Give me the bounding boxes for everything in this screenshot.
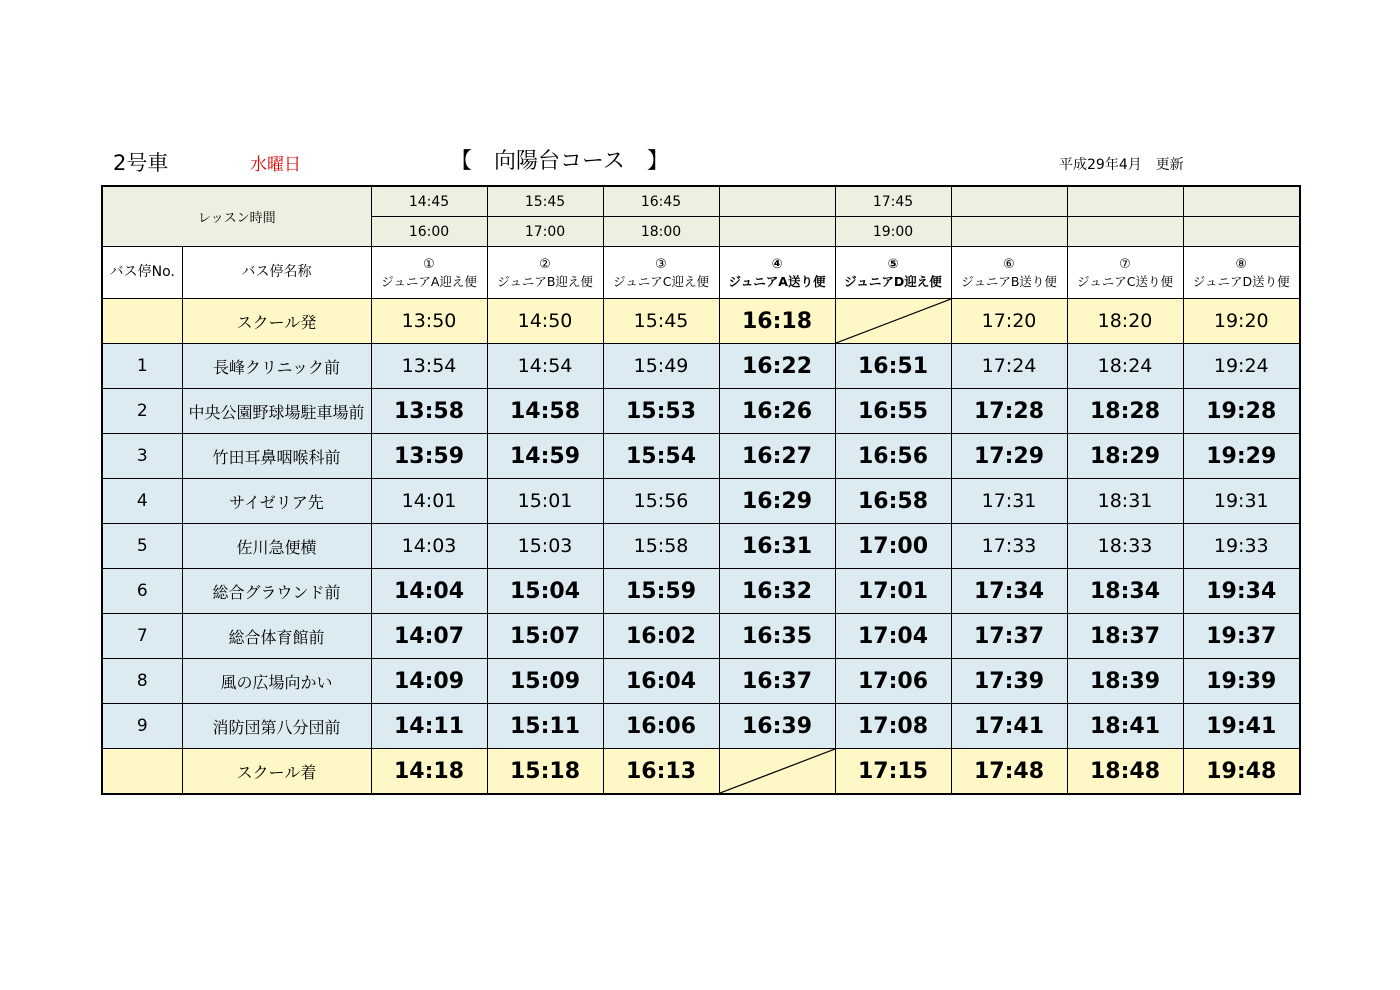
departure-time: 16:32 — [719, 569, 835, 614]
departure-time: 16:31 — [719, 524, 835, 569]
departure-time: 18:28 — [1067, 389, 1183, 434]
course-title: 【 向陽台コース 】 — [450, 149, 669, 174]
departure-time: 19:34 — [1183, 569, 1300, 614]
table-row — [102, 389, 1300, 434]
stop-number: 1 — [102, 344, 182, 389]
departure-time: 17:39 — [951, 659, 1067, 704]
departure-time: 14:04 — [371, 569, 487, 614]
stop-no-header: バス停No. — [102, 247, 182, 299]
departure-time: 17:37 — [951, 614, 1067, 659]
departure-time: 16:22 — [719, 344, 835, 389]
departure-time: 14:59 — [487, 434, 603, 479]
lesson-start-time — [1067, 186, 1183, 217]
departure-time: 15:09 — [487, 659, 603, 704]
departure-time: 16:51 — [835, 344, 951, 389]
lesson-start-time: 14:45 — [371, 186, 487, 217]
departure-time: 14:03 — [371, 524, 487, 569]
departure-time: 19:24 — [1183, 344, 1300, 389]
stop-number: 3 — [102, 434, 182, 479]
departure-time: 18:41 — [1067, 704, 1183, 749]
table-row — [102, 569, 1300, 614]
route-label: ジュニアD迎え便 — [844, 273, 942, 289]
route-header — [835, 247, 951, 299]
route-header — [1067, 247, 1183, 299]
route-number: ① — [423, 256, 435, 272]
lesson-end-time: 19:00 — [835, 217, 951, 247]
departure-time: 18:24 — [1067, 344, 1183, 389]
departure-time: 19:41 — [1183, 704, 1300, 749]
departure-time: 15:01 — [487, 479, 603, 524]
lesson-start-time: 17:45 — [835, 186, 951, 217]
lesson-end-time — [951, 217, 1067, 247]
departure-time: 14:07 — [371, 614, 487, 659]
departure-time: 16:04 — [603, 659, 719, 704]
departure-time: 16:55 — [835, 389, 951, 434]
route-number: ② — [539, 256, 551, 272]
lesson-end-time — [719, 217, 835, 247]
stop-name-header: バス停名称 — [182, 247, 371, 299]
departure-time: 17:01 — [835, 569, 951, 614]
stop-name: サイゼリア先 — [182, 479, 371, 524]
departure-time: 16:39 — [719, 704, 835, 749]
stop-name: 佐川急便横 — [182, 524, 371, 569]
departure-time: 18:20 — [1067, 299, 1183, 344]
departure-time: 14:18 — [371, 749, 487, 795]
departure-time: 17:33 — [951, 524, 1067, 569]
departure-time: 15:03 — [487, 524, 603, 569]
route-label: ジュニアC迎え便 — [613, 273, 709, 289]
departure-time: 14:01 — [371, 479, 487, 524]
departure-time: 18:34 — [1067, 569, 1183, 614]
route-header — [487, 247, 603, 299]
departure-time: 14:11 — [371, 704, 487, 749]
departure-time: 17:28 — [951, 389, 1067, 434]
timetable — [101, 185, 1301, 795]
route-number: ⑧ — [1235, 256, 1248, 272]
departure-time: 19:48 — [1183, 749, 1300, 795]
departure-time: 18:33 — [1067, 524, 1183, 569]
route-number: ④ — [771, 256, 783, 272]
departure-time: 15:54 — [603, 434, 719, 479]
stop-name: スクール発 — [182, 299, 371, 344]
departure-time: 15:59 — [603, 569, 719, 614]
departure-time: 16:26 — [719, 389, 835, 434]
route-label: ジュニアB迎え便 — [497, 273, 593, 289]
stop-number: 8 — [102, 659, 182, 704]
departure-time: 19:39 — [1183, 659, 1300, 704]
departure-time: 18:37 — [1067, 614, 1183, 659]
departure-time: 13:50 — [371, 299, 487, 344]
table-row — [102, 344, 1300, 389]
departure-time: 16:13 — [603, 749, 719, 795]
stop-name: 消防団第八分団前 — [182, 704, 371, 749]
departure-time: 15:04 — [487, 569, 603, 614]
lesson-start-time — [719, 186, 835, 217]
lesson-end-time: 17:00 — [487, 217, 603, 247]
departure-time: 16:37 — [719, 659, 835, 704]
route-header — [371, 247, 487, 299]
departure-time: 16:35 — [719, 614, 835, 659]
departure-time: 13:59 — [371, 434, 487, 479]
lesson-end-time — [1183, 217, 1300, 247]
departure-time: 19:37 — [1183, 614, 1300, 659]
weekday-label: 水曜日 — [250, 155, 301, 175]
departure-time: 19:20 — [1183, 299, 1300, 344]
route-header — [951, 247, 1067, 299]
departure-time: 16:27 — [719, 434, 835, 479]
table-row — [102, 704, 1300, 749]
no-service-cell — [835, 299, 951, 344]
departure-time: 17:31 — [951, 479, 1067, 524]
route-label: ジュニアD送り便 — [1192, 273, 1290, 289]
stop-number: 5 — [102, 524, 182, 569]
table-row — [102, 659, 1300, 704]
departure-time: 17:04 — [835, 614, 951, 659]
departure-time: 17:24 — [951, 344, 1067, 389]
departure-time: 15:49 — [603, 344, 719, 389]
departure-time: 17:06 — [835, 659, 951, 704]
lesson-end-time: 16:00 — [371, 217, 487, 247]
departure-time: 13:58 — [371, 389, 487, 434]
table-row — [102, 749, 1300, 795]
stop-name: 長峰クリニック前 — [182, 344, 371, 389]
departure-time: 16:06 — [603, 704, 719, 749]
departure-time: 15:18 — [487, 749, 603, 795]
departure-time: 13:54 — [371, 344, 487, 389]
departure-time: 14:58 — [487, 389, 603, 434]
departure-time: 15:53 — [603, 389, 719, 434]
table-row — [102, 434, 1300, 479]
departure-time: 17:15 — [835, 749, 951, 795]
stop-name: スクール着 — [182, 749, 371, 795]
departure-time: 17:00 — [835, 524, 951, 569]
route-label: ジュニアC送り便 — [1077, 273, 1173, 289]
lesson-start-time: 15:45 — [487, 186, 603, 217]
departure-time: 14:09 — [371, 659, 487, 704]
stop-number: 9 — [102, 704, 182, 749]
stop-number: 2 — [102, 389, 182, 434]
departure-time: 18:29 — [1067, 434, 1183, 479]
departure-time: 14:54 — [487, 344, 603, 389]
lesson-end-time — [1067, 217, 1183, 247]
departure-time: 16:58 — [835, 479, 951, 524]
route-label: ジュニアA迎え便 — [381, 273, 477, 289]
route-label: ジュニアB送り便 — [961, 273, 1057, 289]
route-header — [1183, 247, 1300, 299]
no-service-slash — [836, 299, 951, 343]
stop-number — [102, 299, 182, 344]
departure-time: 17:41 — [951, 704, 1067, 749]
stop-number: 4 — [102, 479, 182, 524]
lesson-end-time: 18:00 — [603, 217, 719, 247]
no-service-cell — [719, 749, 835, 795]
departure-time: 18:48 — [1067, 749, 1183, 795]
no-service-slash — [720, 749, 835, 793]
stop-name: 総合体育館前 — [182, 614, 371, 659]
departure-time: 17:48 — [951, 749, 1067, 795]
departure-time: 15:56 — [603, 479, 719, 524]
route-number: ⑦ — [1119, 256, 1131, 272]
stop-name: 中央公園野球場駐車場前 — [182, 389, 371, 434]
lesson-time-label: レッスン時間 — [102, 186, 371, 247]
stop-name: 総合グラウンド前 — [182, 569, 371, 614]
departure-time: 15:07 — [487, 614, 603, 659]
departure-time: 17:29 — [951, 434, 1067, 479]
stop-name: 風の広場向かい — [182, 659, 371, 704]
departure-time: 19:28 — [1183, 389, 1300, 434]
departure-time: 17:08 — [835, 704, 951, 749]
departure-time: 17:34 — [951, 569, 1067, 614]
departure-time: 15:58 — [603, 524, 719, 569]
stop-number: 6 — [102, 569, 182, 614]
lesson-start-time — [1183, 186, 1300, 217]
departure-time: 19:33 — [1183, 524, 1300, 569]
departure-time: 17:20 — [951, 299, 1067, 344]
table-row — [102, 524, 1300, 569]
departure-time: 16:56 — [835, 434, 951, 479]
stop-number: 7 — [102, 614, 182, 659]
stop-name: 竹田耳鼻咽喉科前 — [182, 434, 371, 479]
departure-time: 15:45 — [603, 299, 719, 344]
lesson-start-time — [951, 186, 1067, 217]
route-number: ⑤ — [887, 256, 899, 272]
table-row — [102, 299, 1300, 344]
departure-time: 18:39 — [1067, 659, 1183, 704]
update-note: 平成29年4月 更新 — [1059, 157, 1184, 173]
departure-time: 16:18 — [719, 299, 835, 344]
route-number: ⑥ — [1003, 256, 1015, 272]
departure-time: 15:11 — [487, 704, 603, 749]
departure-time: 16:29 — [719, 479, 835, 524]
route-number: ③ — [655, 256, 667, 272]
bus-number: 2号車 — [113, 151, 169, 175]
stop-number — [102, 749, 182, 795]
route-header — [603, 247, 719, 299]
route-header — [719, 247, 835, 299]
route-label: ジュニアA送り便 — [728, 273, 826, 289]
departure-time: 19:29 — [1183, 434, 1300, 479]
table-row — [102, 614, 1300, 659]
departure-time: 16:02 — [603, 614, 719, 659]
departure-time: 14:50 — [487, 299, 603, 344]
departure-time: 18:31 — [1067, 479, 1183, 524]
table-row — [102, 479, 1300, 524]
departure-time: 19:31 — [1183, 479, 1300, 524]
lesson-start-time: 16:45 — [603, 186, 719, 217]
